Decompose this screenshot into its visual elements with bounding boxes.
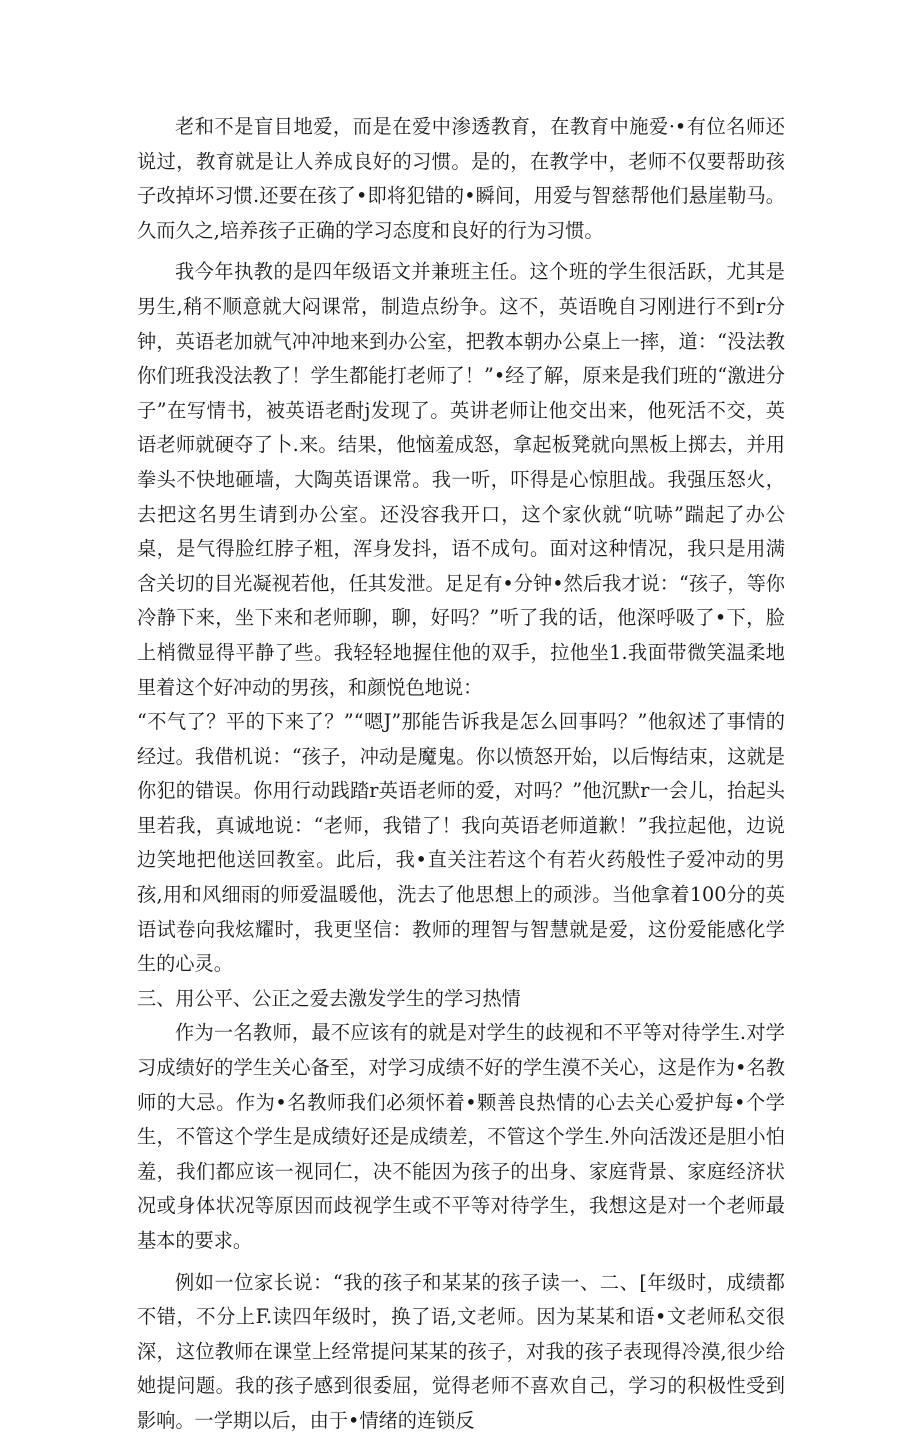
paragraph-5: 例如一位家长说：“我的孩子和某某的孩子读一、二、[年级时，成绩都不错，不分上F.读四年级时，换了语,文老师。因为某某和语•文老师私交很深，这位教师在课堂上经常提问某某的孩子，对我的孩子表现得冷漠,很少给她提问题。我的孩子感到很委屈，觉得老师不喜欢自己，学习的积极性受到影响。一学期以后，由于•情绪的连锁反 (137, 1270, 785, 1432)
paragraph-2: 我今年执教的是四年级语文并兼班主任。这个班的学生很活跃，尤其是男生,稍不顺意就大闷课常，制造点纷争。这不，英语晚自习刚进行不到r分钟，英语老加就气冲冲地来到办公室，把教本朝办公桌上一摔，道：“没法教你们班我没法教了！学生都能打老师了！”•经了解，原来是我们班的“激进分子”在写情书，被英语老酎j发现了。英讲老师让他交出来，他死活不交，英语老师就硬夺了卜.来。结果，他恼羞成怒，拿起板凳就向黑板上掷去，并用拳头不快地砸墙，大陶英语课常。我一听，吓得是心惊胆战。我强压怒火，去把这名男生请到办公室。还没容我开口，这个家伙就“吭哧”踹起了办公桌，是气得脸红脖子粗，浑身发抖，语不成句。面对这种情况，我只是用满含关切的目光凝视若他，任其发泄。足足有•分钟•然后我才说：“孩子，等你冷静下来，坐下来和老师聊，聊，好吗？”听了我的话，他深呼吸了•下，脸上梢微显得平静了些。我轻轻地握住他的双手，拉他坐1.我面带微笑温柔地里着这个好冲动的男孩，和颜悦色地说： (137, 260, 785, 699)
paragraph-3: “不气了？平的下来了？”“嗯J”那能告诉我是怎么回事吗？”他叙述了事情的经过。我借机说：“孩子，冲动是魔鬼。你以愤怒开始，以后悔结束，这就是你犯的错误。你用行动践踏r英语老师的爱，对吗？”他沉默r一会儿，抬起头里若我，真诚地说：“老师，我错了！我向英语老师道歉！”我拉起他，边说边笑地把他送回教室。此后，我•直关注若这个有若火药般性子爱冲动的男孩,用和风细雨的师爱温暖他，洗去了他思想上的顽涉。当他拿着100分的英语试卷向我炫耀时，我更坚信：教师的理智与智慧就是爱，这份爱能感化学生的心灵。 (137, 710, 785, 976)
section-heading: 三、用公平、公正之爱去激发学生的学习热情 (137, 986, 521, 1010)
document-body (137, 110, 785, 1439)
paragraph-1: 老和不是盲目地爱，而是在爱中渗透教育，在教育中施爱·•有位名师还说过，教育就是让人养成良好的习惯。是的，在教学中，老师不仅要帮助孩子改掉坏习惯.还要在孩了•即将犯错的•瞬间，用爱与智慈帮他们悬崖勒马。久而久之,培养孩子正确的学习态度和良好的行为习惯。 (137, 115, 785, 242)
paragraph-4: 作为一名教师，最不应该有的就是对学生的歧视和不平等对待学生.对学习成绩好的学生关心备至，对学习成绩不好的学生漠不关心，这是作为•名教师的大忌。作为•名教师我们必须怀着•颗善良热情的心去关心爱护每•个学生，不管这个学生是成绩好还是成绩差，不管这个学生.外向活泼还是胆小怕羞，我们都应该一视同仁，决不能因为孩子的出身、家庭背景、家庭经济状况或身体状况等原因而歧视学生或不平等对待学生，我想这是对一个老师最基本的要求。 (137, 1021, 785, 1252)
